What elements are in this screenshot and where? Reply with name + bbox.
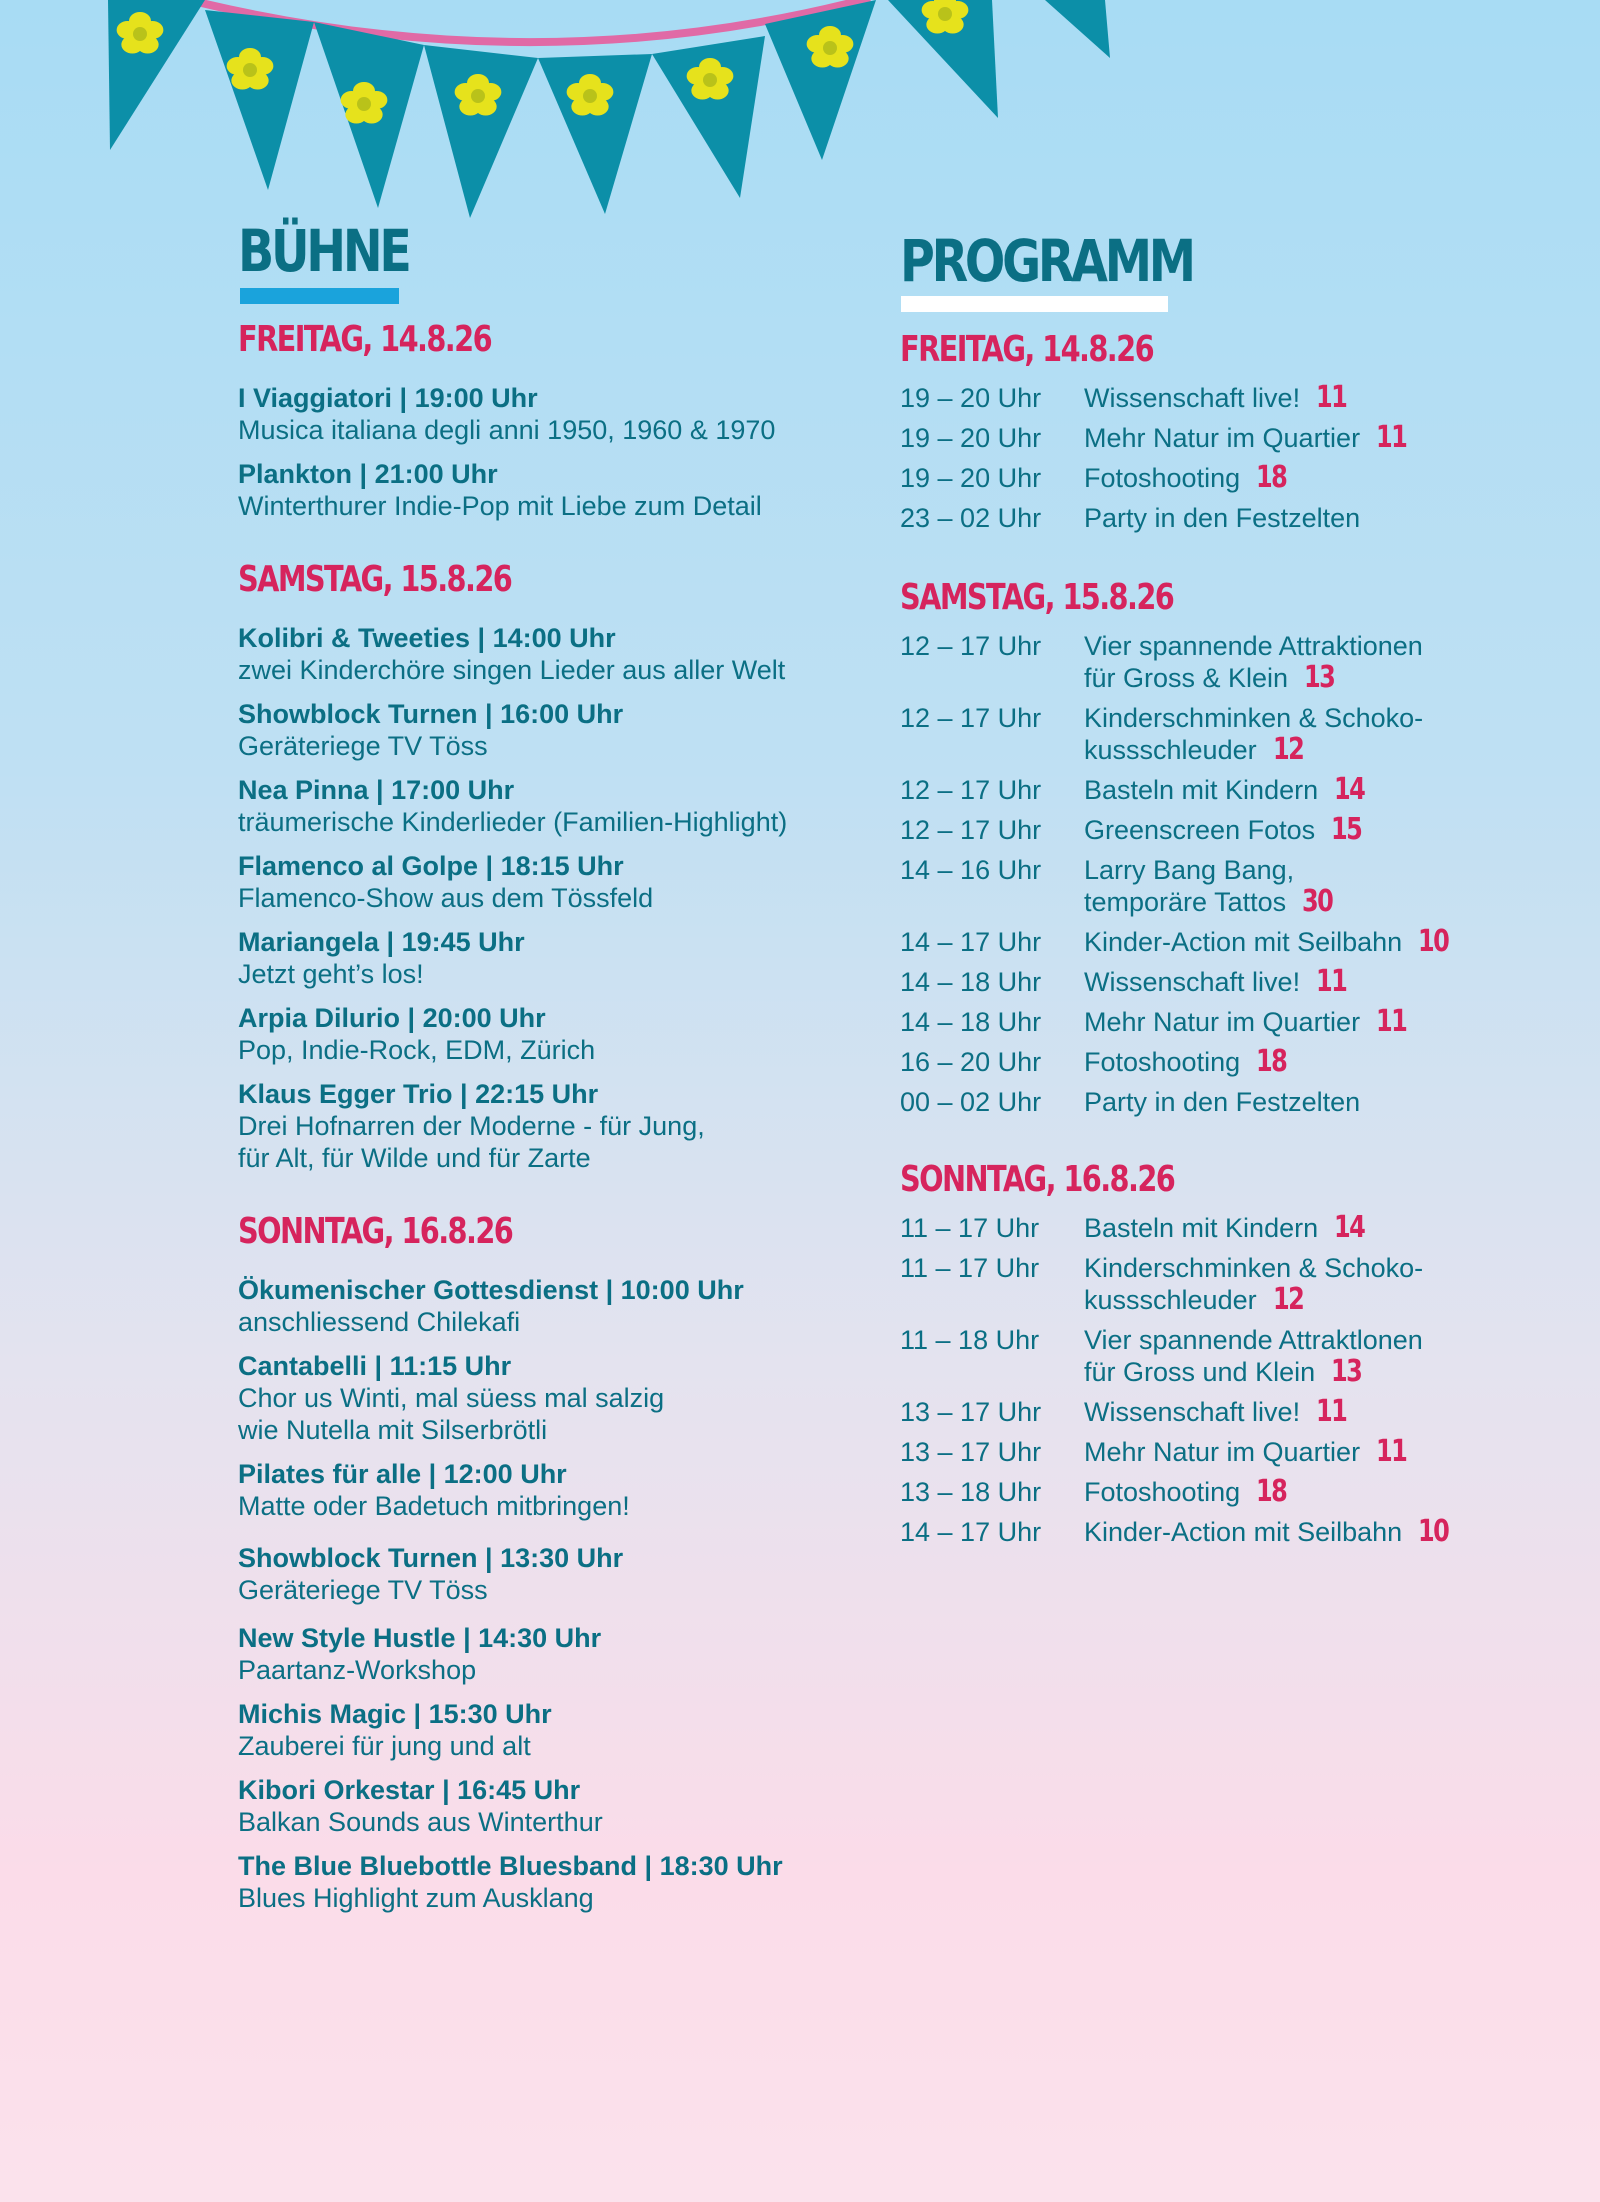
stage-event	[238, 926, 787, 990]
location-number: 11	[1376, 1434, 1407, 1469]
event-title: Nea Pinna | 17:00 Uhr	[238, 775, 515, 805]
program-time: 14 – 18 Uhr	[900, 1007, 1042, 1037]
program-row	[900, 630, 1560, 694]
event-title: New Style Hustle | 14:30 Uhr	[238, 1623, 602, 1653]
location-number: 18	[1256, 460, 1287, 495]
program-activity: Mehr Natur im Quartier	[1084, 1437, 1361, 1467]
location-number: 18	[1256, 1044, 1287, 1079]
location-number: 13	[1331, 1354, 1362, 1389]
location-number: 12	[1272, 1282, 1303, 1317]
location-number: 11	[1316, 1394, 1347, 1429]
program-time: 19 – 20 Uhr	[900, 423, 1042, 453]
program-row	[900, 1476, 1560, 1508]
program-activity: Vier spannende Attraktlonen für Gross und Klein	[1084, 1325, 1423, 1387]
program-activity: Mehr Natur im Quartier	[1084, 423, 1361, 453]
buehne-title: BÜHNE	[238, 217, 409, 285]
stage-event	[238, 1078, 787, 1174]
location-number: 18	[1256, 1474, 1287, 1509]
buehne-day-events	[238, 1274, 783, 1914]
event-desc: Balkan Sounds aus Winterthur	[238, 1807, 603, 1837]
program-activity: Greenscreen Fotos	[1084, 815, 1316, 845]
program-row	[900, 1086, 1560, 1118]
stage-event	[238, 1698, 783, 1762]
program-activity: Kinderschminken & Schoko- kussschleuder	[1084, 703, 1424, 765]
program-time: 14 – 18 Uhr	[900, 967, 1042, 997]
stage-event	[238, 1774, 783, 1838]
program-time: 12 – 17 Uhr	[900, 775, 1042, 805]
event-desc: zwei Kinderchöre singen Lieder aus aller Welt	[238, 655, 786, 685]
event-desc: Paartanz-Workshop	[238, 1655, 477, 1685]
event-title: Klaus Egger Trio | 22:15 Uhr	[238, 1079, 599, 1109]
event-title: I Viaggiatori | 19:00 Uhr	[238, 383, 538, 413]
program-activity: Basteln mit Kindern	[1084, 1213, 1319, 1243]
program-activity: Basteln mit Kindern	[1084, 775, 1319, 805]
programm-title: PROGRAMM	[900, 227, 1193, 295]
event-desc: anschliessend Chilekafi	[238, 1307, 521, 1337]
event-desc: Pop, Indie-Rock, EDM, Zürich	[238, 1035, 596, 1065]
programm-day-list	[900, 382, 1560, 542]
program-activity: Fotoshooting	[1084, 1477, 1241, 1507]
program-time: 11 – 18 Uhr	[900, 1325, 1040, 1355]
program-time: 11 – 17 Uhr	[900, 1253, 1040, 1283]
program-time: 13 – 18 Uhr	[900, 1477, 1042, 1507]
programm-day-heading: FREITAG, 14.8.26	[900, 329, 1154, 370]
event-desc: Musica italiana degli anni 1950, 1960 & 1970	[238, 415, 776, 445]
event-title: Michis Magic | 15:30 Uhr	[238, 1699, 552, 1729]
event-desc: träumerische Kinderlieder (Familien-Highlight)	[238, 807, 788, 837]
program-activity: Kinder-Action mit Seilbahn	[1084, 927, 1403, 957]
program-time: 12 – 17 Uhr	[900, 631, 1042, 661]
location-number: 15	[1331, 812, 1362, 847]
program-row	[900, 1324, 1560, 1388]
location-number: 14	[1334, 1210, 1365, 1245]
program-row	[900, 1436, 1560, 1468]
stage-event	[238, 1274, 783, 1338]
program-time: 19 – 20 Uhr	[900, 383, 1042, 413]
program-row	[900, 1212, 1560, 1244]
program-time: 19 – 20 Uhr	[900, 463, 1042, 493]
bunting-decoration	[0, 0, 1600, 240]
stage-event	[238, 458, 775, 522]
event-desc: Matte oder Badetuch mitbringen!	[238, 1491, 630, 1521]
event-desc: Flamenco-Show aus dem Tössfeld	[238, 883, 654, 913]
program-row	[900, 462, 1560, 494]
stage-event	[238, 1458, 783, 1522]
stage-event	[238, 1002, 787, 1066]
program-row	[900, 382, 1560, 414]
program-time: 11 – 17 Uhr	[900, 1213, 1040, 1243]
event-desc: Winterthurer Indie-Pop mit Liebe zum Detail	[238, 491, 762, 521]
program-row	[900, 966, 1560, 998]
program-time: 13 – 17 Uhr	[900, 1397, 1042, 1427]
event-title: The Blue Bluebottle Bluesband | 18:30 Uhr	[238, 1851, 783, 1881]
buehne-title-underline	[240, 288, 399, 304]
program-activity: Mehr Natur im Quartier	[1084, 1007, 1361, 1037]
programm-day-heading: SONNTAG, 16.8.26	[900, 1159, 1175, 1200]
program-activity: Party in den Festzelten	[1084, 503, 1361, 533]
program-row	[900, 1516, 1560, 1548]
event-title: Showblock Turnen | 16:00 Uhr	[238, 699, 624, 729]
event-title: Ökumenischer Gottesdienst | 10:00 Uhr	[238, 1275, 744, 1305]
program-time: 00 – 02 Uhr	[900, 1087, 1042, 1117]
location-number: 11	[1376, 1004, 1407, 1039]
event-title: Showblock Turnen | 13:30 Uhr	[238, 1543, 624, 1573]
program-row	[900, 702, 1560, 766]
program-row	[900, 1046, 1560, 1078]
location-number: 13	[1304, 660, 1335, 695]
location-number: 11	[1376, 420, 1407, 455]
program-activity: Fotoshooting	[1084, 463, 1241, 493]
program-time: 14 – 17 Uhr	[900, 1517, 1042, 1547]
program-time: 14 – 16 Uhr	[900, 855, 1042, 885]
program-activity: Larry Bang Bang, temporäre Tattos	[1084, 855, 1295, 917]
program-row	[900, 774, 1560, 806]
program-time: 16 – 20 Uhr	[900, 1047, 1042, 1077]
event-title: Kibori Orkestar | 16:45 Uhr	[238, 1775, 581, 1805]
event-title: Pilates für alle | 12:00 Uhr	[238, 1459, 567, 1489]
stage-event	[238, 774, 787, 838]
flower-icon	[922, 0, 969, 34]
program-activity: Vier spannende Attraktionen für Gross & Klein	[1084, 631, 1423, 693]
programm-day-list	[900, 630, 1560, 1126]
event-desc: Geräteriege TV Töss	[238, 731, 488, 761]
event-title: Arpia Dilurio | 20:00 Uhr	[238, 1003, 546, 1033]
program-row	[900, 1006, 1560, 1038]
program-row	[900, 422, 1560, 454]
programm-day-list	[900, 1212, 1560, 1556]
program-row	[900, 1396, 1560, 1428]
stage-event	[238, 1850, 783, 1914]
event-desc: Zauberei für jung und alt	[238, 1731, 531, 1761]
location-number: 11	[1316, 964, 1347, 999]
program-time: 12 – 17 Uhr	[900, 815, 1042, 845]
program-row	[900, 1252, 1560, 1316]
programm-day-heading: SAMSTAG, 15.8.26	[900, 577, 1174, 618]
buehne-day-heading: SONNTAG, 16.8.26	[238, 1211, 513, 1252]
event-desc: Blues Highlight zum Ausklang	[238, 1883, 594, 1913]
location-number: 12	[1272, 732, 1303, 767]
stage-event	[238, 382, 775, 446]
program-time: 14 – 17 Uhr	[900, 927, 1042, 957]
program-row	[900, 502, 1560, 534]
program-time: 12 – 17 Uhr	[900, 703, 1042, 733]
program-activity: Kinderschminken & Schoko- kussschleuder	[1084, 1253, 1424, 1315]
program-activity: Wissenschaft live!	[1084, 383, 1301, 413]
program-activity: Wissenschaft live!	[1084, 967, 1301, 997]
event-desc: Drei Hofnarren der Moderne - für Jung, für Alt, für Wilde und für Zarte	[238, 1111, 705, 1173]
buehne-day-events	[238, 382, 775, 522]
program-time: 13 – 17 Uhr	[900, 1437, 1042, 1467]
stage-event	[238, 850, 787, 914]
program-row	[900, 926, 1560, 958]
programm-title-underline	[901, 296, 1168, 312]
location-number: 10	[1418, 924, 1449, 959]
event-desc: Jetzt geht’s los!	[238, 959, 424, 989]
location-number: 14	[1334, 772, 1365, 807]
stage-event	[238, 1542, 783, 1606]
program-activity: Party in den Festzelten	[1084, 1087, 1361, 1117]
program-activity: Fotoshooting	[1084, 1047, 1241, 1077]
location-number: 11	[1316, 380, 1347, 415]
stage-event	[238, 698, 787, 762]
event-desc: Chor us Winti, mal süess mal salzig wie Nutella mit Silserbrötli	[238, 1383, 665, 1445]
event-title: Cantabelli | 11:15 Uhr	[238, 1351, 512, 1381]
location-number: 10	[1418, 1514, 1449, 1549]
buehne-day-heading: FREITAG, 14.8.26	[238, 319, 492, 360]
program-row	[900, 854, 1560, 918]
buehne-day-heading: SAMSTAG, 15.8.26	[238, 559, 512, 600]
program-activity: Kinder-Action mit Seilbahn	[1084, 1517, 1403, 1547]
event-title: Plankton | 21:00 Uhr	[238, 459, 498, 489]
stage-event	[238, 1622, 783, 1686]
stage-event	[238, 622, 787, 686]
program-activity: Wissenschaft live!	[1084, 1397, 1301, 1427]
event-title: Mariangela | 19:45 Uhr	[238, 927, 525, 957]
stage-event	[238, 1350, 783, 1446]
location-number: 30	[1302, 884, 1333, 919]
buehne-day-events	[238, 622, 787, 1174]
event-title: Kolibri & Tweeties | 14:00 Uhr	[238, 623, 616, 653]
event-desc: Geräteriege TV Töss	[238, 1575, 488, 1605]
event-title: Flamenco al Golpe | 18:15 Uhr	[238, 851, 624, 881]
program-row	[900, 814, 1560, 846]
program-time: 23 – 02 Uhr	[900, 503, 1042, 533]
